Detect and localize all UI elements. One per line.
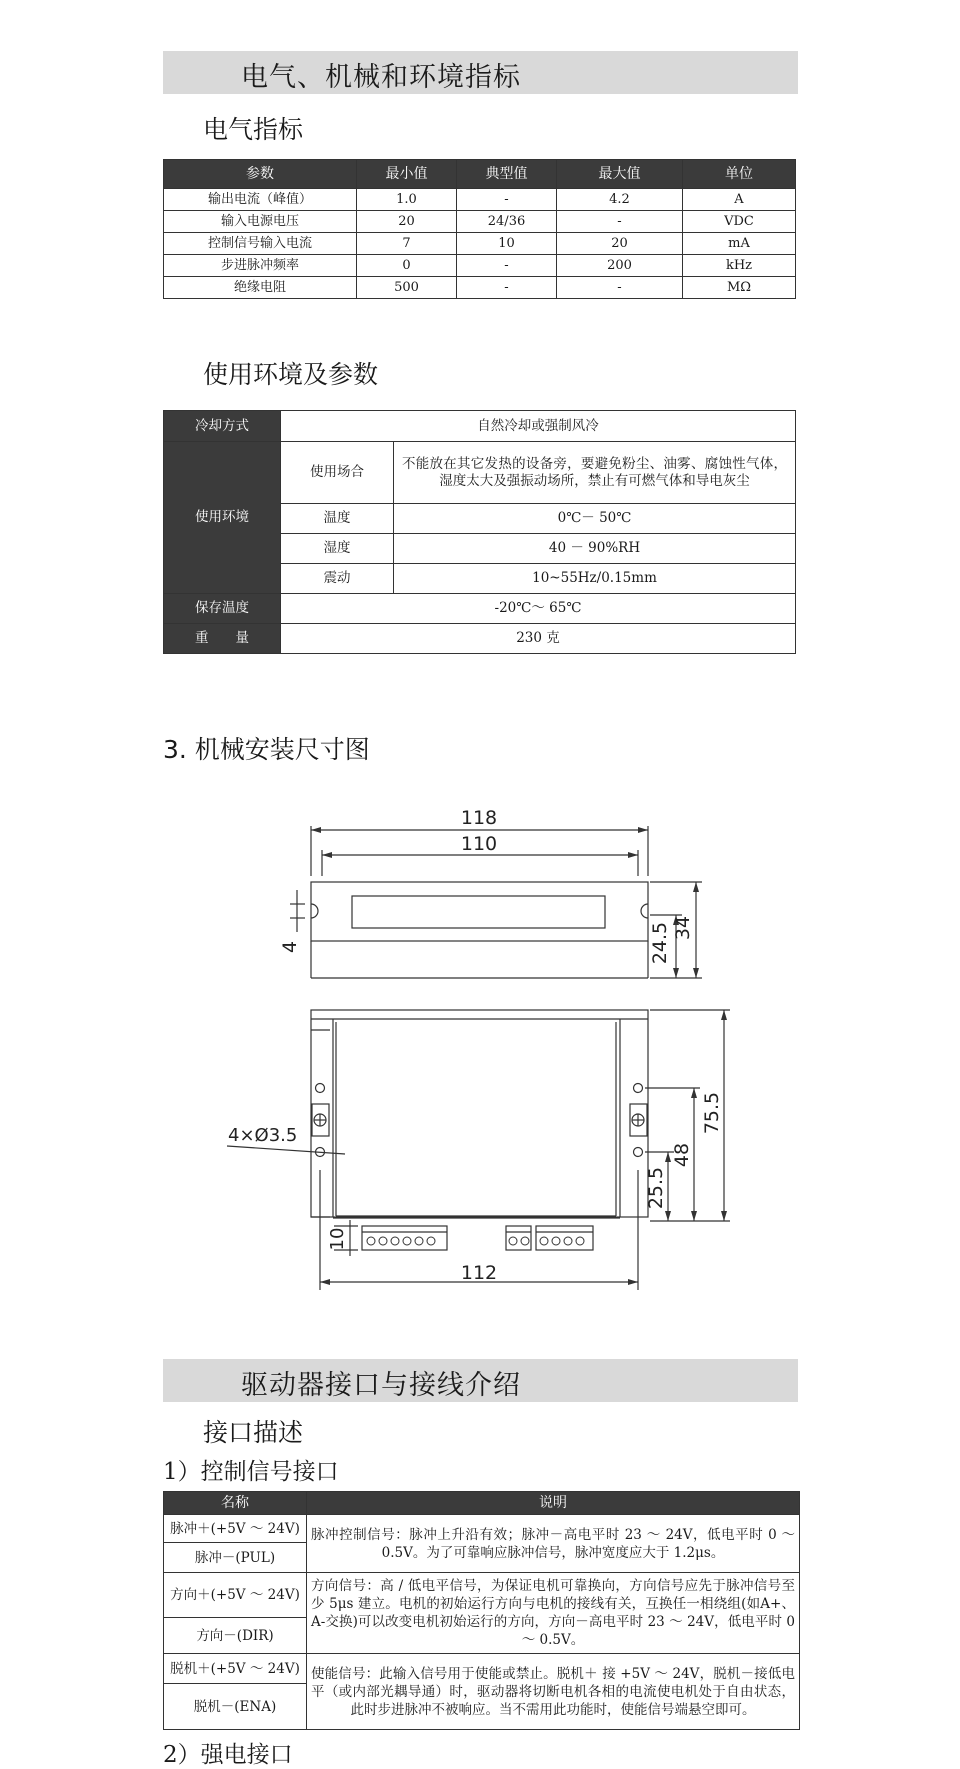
dir-plus-cell: 方向＋(+5V ～ 24V) (164, 1573, 307, 1618)
table-cell: 控制信号输入电流 (164, 233, 357, 255)
header-cell: 名称 (164, 1492, 307, 1515)
table-cell: 输出电流（峰值） (164, 189, 357, 211)
storage-label: 保存温度 (164, 594, 281, 624)
mechanical-heading: 3. 机械安装尺寸图 (163, 735, 370, 764)
dim-25-5: 25.5 (645, 1166, 667, 1210)
table-row (164, 277, 796, 299)
section-banner-title: 电气、机械和环境指标 (241, 62, 521, 93)
table-row (164, 1573, 800, 1618)
table-row (164, 442, 796, 504)
header-cell: 参数 (164, 160, 357, 189)
table-cell: A (683, 189, 796, 211)
header-cell: 最小值 (357, 160, 457, 189)
table-cell: 7 (357, 233, 457, 255)
env-row-value: 不能放在其它发热的设备旁，要避免粉尘、油雾、腐蚀性气体，湿度太大及强振动场所，禁止有可燃气体和导电灰尘 (394, 442, 796, 504)
env-row-label: 温度 (281, 504, 394, 534)
table-cell: VDC (683, 211, 796, 233)
table-cell: 24/36 (457, 211, 557, 233)
header-cell: 最大值 (557, 160, 683, 189)
env-row-value: 40 － 90%RH (394, 534, 796, 564)
pulse-minus-cell: 脉冲－(PUL) (164, 1543, 307, 1573)
section-banner-interface (163, 1359, 798, 1402)
top-view-label-slot (352, 896, 605, 928)
storage-value: -20℃～ 65℃ (281, 594, 796, 624)
ena-description: 使能信号：此输入信号用于使能或禁止。脱机＋ 接 +5V ～ 24V，脱机－接低电平（或内部光耦导通）时，驱动器将切断电机各相的电流使电机处于自由状态，此时步进脉冲不被响应。当不需用此功能时，使能信号端悬空即可。 (307, 1654, 800, 1730)
header-cell: 典型值 (457, 160, 557, 189)
weight-value: 230 克 (281, 624, 796, 654)
table-cell: 4.2 (557, 189, 683, 211)
table-cell: - (457, 189, 557, 211)
dim-118: 118 (460, 807, 498, 829)
dim-75-5: 75.5 (701, 1091, 723, 1135)
table-header-row (164, 160, 796, 189)
env-row-value: 10~55Hz/0.15mm (394, 564, 796, 594)
table-row (164, 1515, 800, 1543)
env-row-label: 使用场合 (281, 442, 394, 504)
dim-34: 34 (672, 915, 694, 941)
section-banner-title: 驱动器接口与接线介绍 (241, 1370, 521, 1401)
table-cell: kHz (683, 255, 796, 277)
mount-slot-right (641, 904, 648, 918)
table-row (164, 255, 796, 277)
table-row (164, 1654, 800, 1684)
table-cell: 0 (357, 255, 457, 277)
table-row (164, 211, 796, 233)
table-cell: - (557, 211, 683, 233)
control-signal-table (163, 1491, 800, 1730)
environment-heading: 使用环境及参数 (203, 360, 379, 389)
table-cell: 输入电源电压 (164, 211, 357, 233)
cooling-value: 自然冷却或强制风冷 (281, 411, 796, 442)
ena-minus-cell: 脱机－(ENA) (164, 1684, 307, 1730)
dim-4: 4 (279, 940, 301, 954)
mechanical-drawing (0, 790, 960, 1300)
environment-table (163, 410, 796, 654)
weight-label: 重 量 (164, 624, 281, 654)
table-cell: 200 (557, 255, 683, 277)
table-row (164, 594, 796, 624)
cooling-label: 冷却方式 (164, 411, 281, 442)
dim-24-5: 24.5 (649, 921, 671, 965)
table-cell: 绝缘电阻 (164, 277, 357, 299)
table-row (164, 624, 796, 654)
table-cell: - (557, 277, 683, 299)
dim-112: 112 (460, 1262, 498, 1284)
table-cell: - (457, 255, 557, 277)
table-cell: - (457, 277, 557, 299)
mount-hole-left-top (316, 1084, 325, 1093)
table-cell: 步进脉冲频率 (164, 255, 357, 277)
table-cell: mA (683, 233, 796, 255)
table-row (164, 233, 796, 255)
table-cell: 20 (357, 211, 457, 233)
table-cell: 20 (557, 233, 683, 255)
header-cell: 说明 (307, 1492, 800, 1515)
control-signal-heading: 1）控制信号接口 (163, 1459, 339, 1485)
mount-hole-right-bottom (634, 1148, 643, 1157)
table-cell: 10 (457, 233, 557, 255)
dim-48: 48 (671, 1142, 693, 1168)
terminal-block-right (536, 1226, 593, 1250)
table-row (164, 411, 796, 442)
top-view-body (311, 882, 648, 941)
env-row-label: 湿度 (281, 534, 394, 564)
environment-label: 使用环境 (164, 442, 281, 594)
env-row-value: 0℃－ 50℃ (394, 504, 796, 534)
interface-heading: 接口描述 (203, 1418, 304, 1447)
dim-hole-spec: 4×Ø3.5 (228, 1125, 298, 1146)
dir-description: 方向信号：高 / 低电平信号，为保证电机可靠换向，方向信号应先于脉冲信号至少 5μs 建立。电机的初始运行方向与电机的接线有关，互换任一相绕组(如A+、A-交换)可以改变电机初始运行的方向，方向－高电平时 23 ～ 24V，低电平时 0 ～ 0.5V。 (307, 1573, 800, 1654)
pulse-plus-cell: 脉冲＋(+5V ～ 24V) (164, 1515, 307, 1543)
header-cell: 单位 (683, 160, 796, 189)
power-interface-heading: 2）强电接口 (163, 1742, 293, 1768)
dir-minus-cell: 方向－(DIR) (164, 1618, 307, 1654)
dim-10: 10 (327, 1227, 348, 1251)
section-banner-specs (163, 51, 798, 94)
electrical-heading: 电气指标 (203, 115, 304, 144)
table-row (164, 189, 796, 211)
table-header-row (164, 1492, 800, 1515)
env-row-label: 震动 (281, 564, 394, 594)
mount-slot-left (311, 904, 318, 918)
front-view-body (311, 1010, 648, 1217)
mount-hole-right-top (634, 1084, 643, 1093)
table-cell: 1.0 (357, 189, 457, 211)
ena-plus-cell: 脱机＋(+5V ～ 24V) (164, 1654, 307, 1684)
electrical-spec-table (163, 159, 796, 299)
pulse-description: 脉冲控制信号：脉冲上升沿有效；脉冲－高电平时 23 ～ 24V，低电平时 0 ～ 0.5V。为了可靠响应脉冲信号，脉冲宽度应大于 1.2μs。 (307, 1515, 800, 1573)
table-cell: MΩ (683, 277, 796, 299)
dim-110: 110 (460, 833, 498, 855)
table-cell: 500 (357, 277, 457, 299)
